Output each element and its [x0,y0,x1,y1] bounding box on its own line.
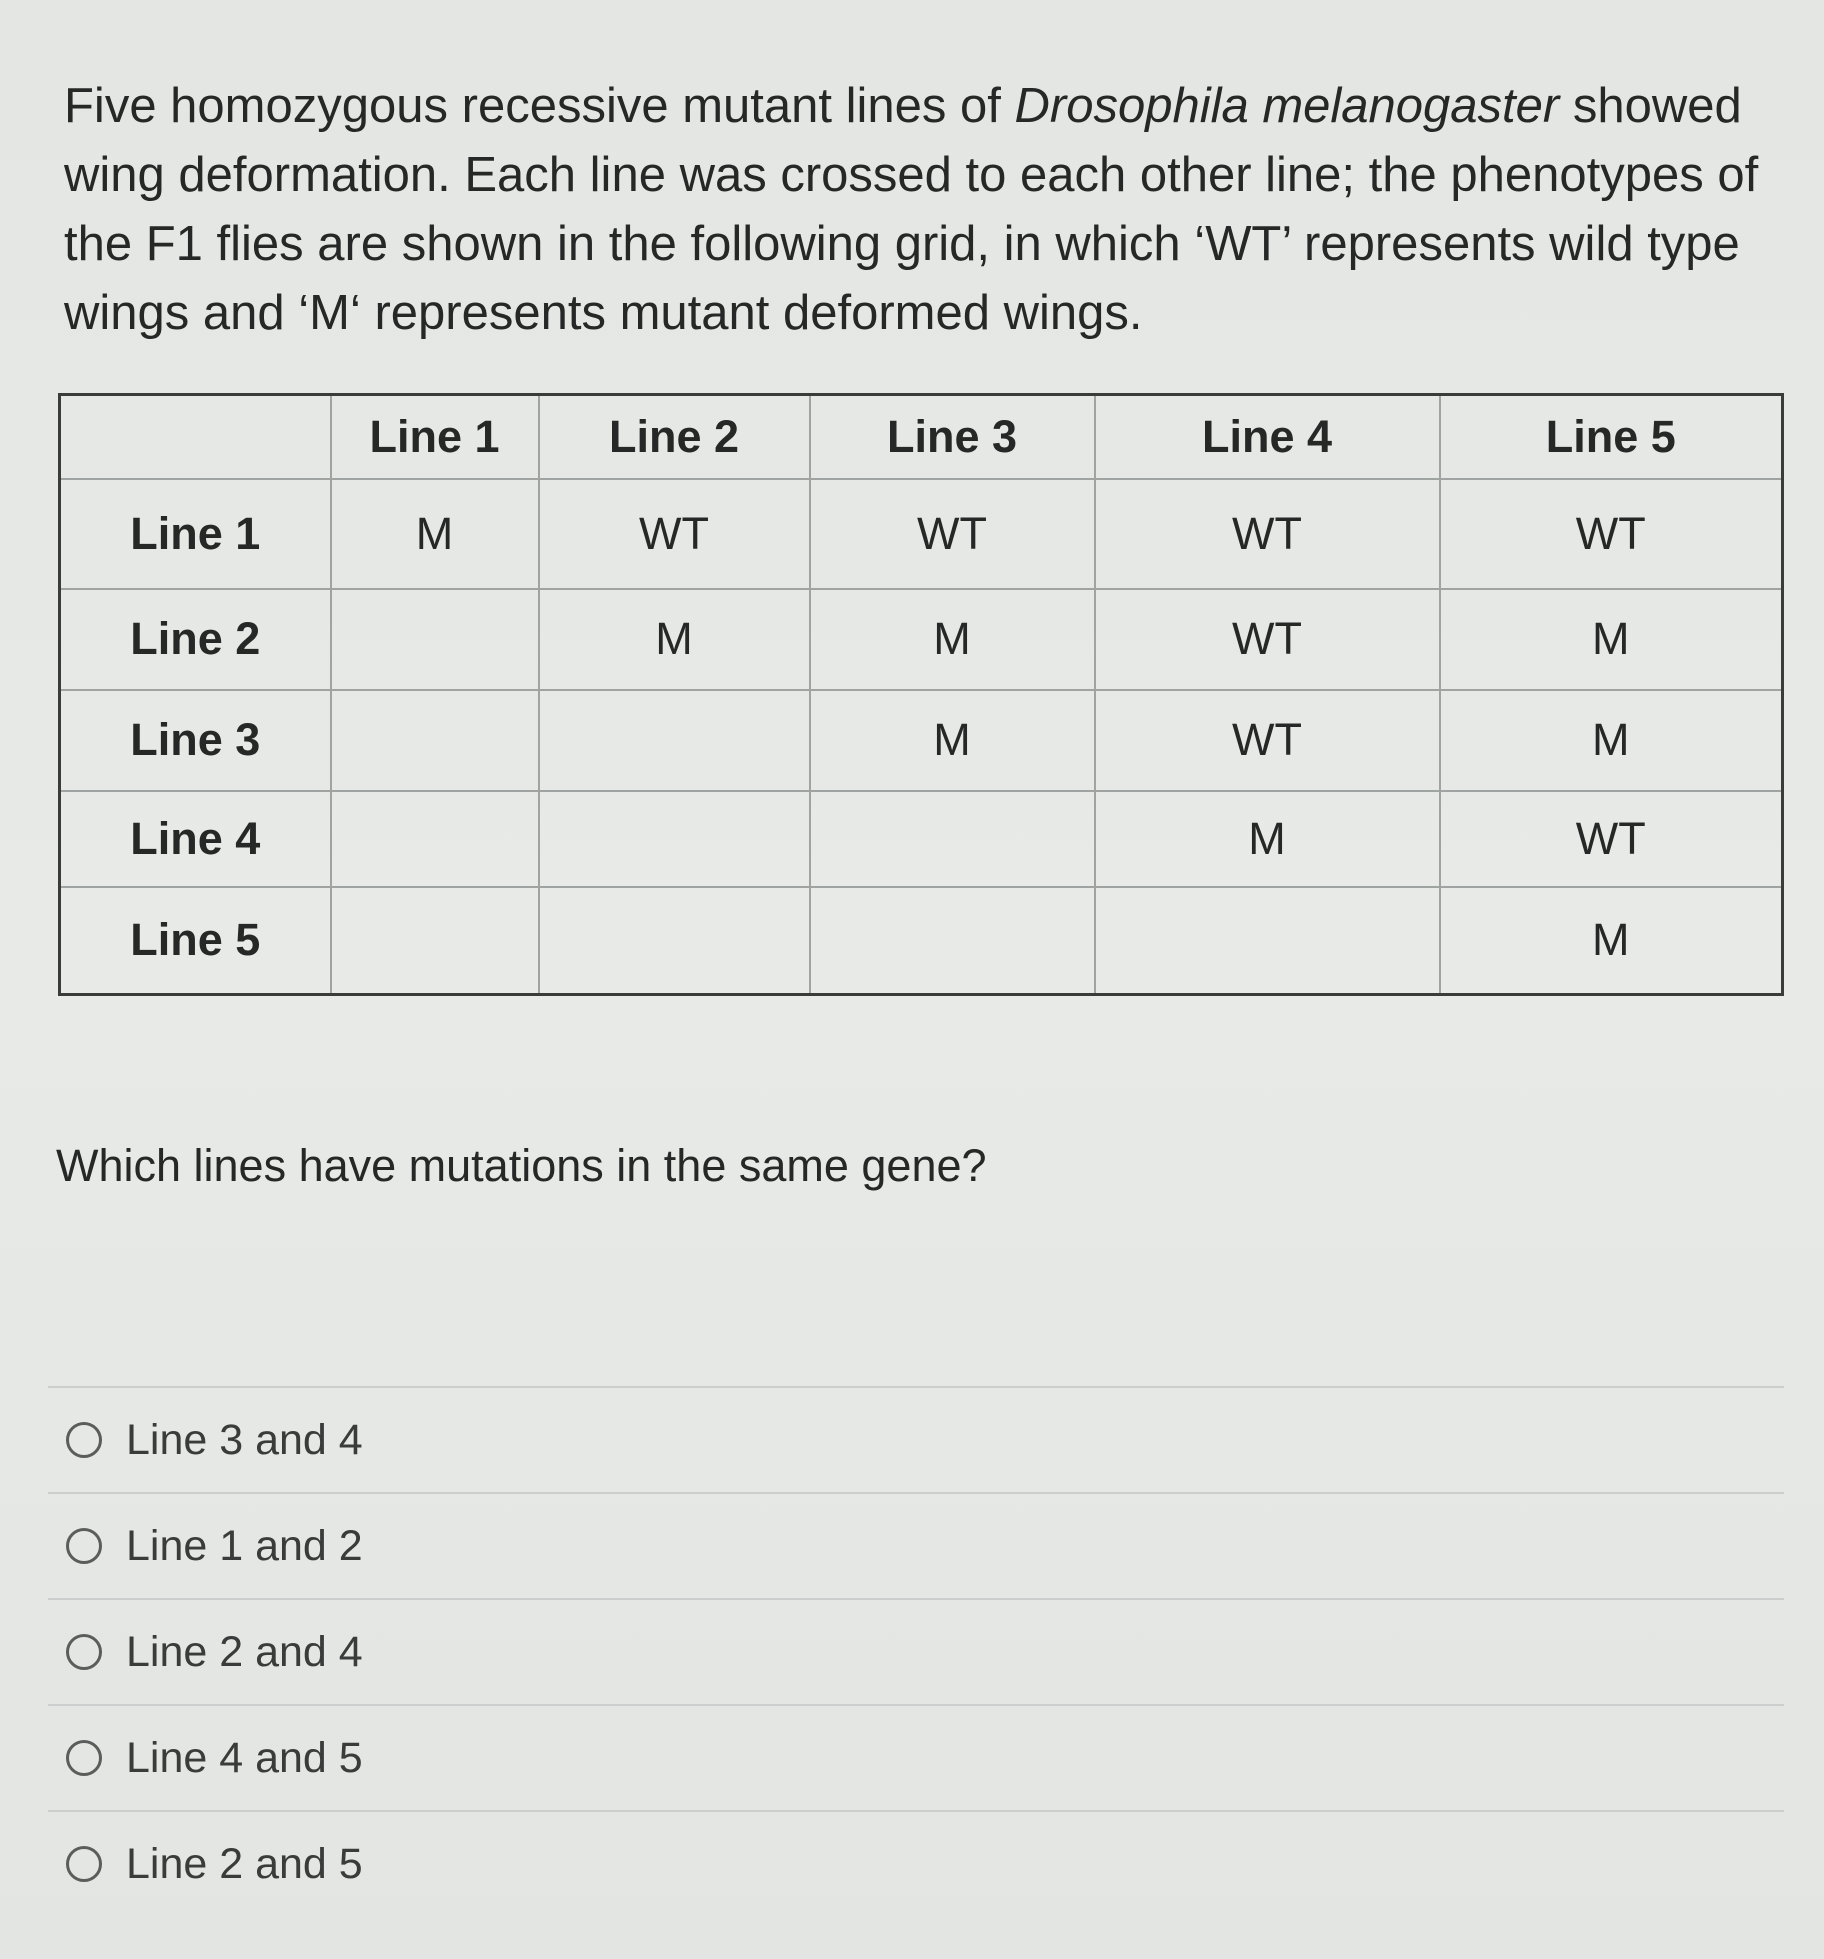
grid-cell: M [1440,690,1783,791]
grid-cell [1095,887,1440,995]
column-header: Line 3 [810,395,1095,479]
grid-cell [810,791,1095,887]
grid-cell: M [539,589,810,690]
answer-choices [48,1386,1784,1916]
grid-corner-cell [60,395,331,479]
grid-row [60,589,1783,690]
answer-option-4[interactable] [48,1706,1784,1810]
cross-results-grid [58,393,1784,996]
grid-row [60,887,1783,995]
radio-circle-icon[interactable] [66,1846,102,1882]
intro-before: Five homozygous recessive mutant lines of [64,79,1015,133]
grid-cell: M [810,589,1095,690]
intro-after: showed wing deformation. Each line was crossed to each other line; the phenotypes of the F1 flies are shown in the following grid, in which ‘WT’ represents wild type wings and ‘M‘ represents mutant deformed wings. [64,79,1759,340]
grid-cell [331,791,539,887]
answer-option-1[interactable] [48,1388,1784,1492]
grid-cell: M [1440,589,1783,690]
grid-cell: M [810,690,1095,791]
answer-option-label: Line 4 and 5 [126,1733,363,1782]
column-header: Line 2 [539,395,810,479]
grid-row [60,690,1783,791]
grid-cell: WT [539,479,810,589]
answer-option-label: Line 3 and 4 [126,1415,363,1464]
column-header: Line 1 [331,395,539,479]
grid-header-row [60,395,1783,479]
radio-circle-icon[interactable] [66,1740,102,1776]
row-header: Line 5 [60,887,331,995]
answer-option-3[interactable] [48,1600,1784,1704]
grid-cell [539,887,810,995]
grid-cell: WT [1095,589,1440,690]
answer-option-label: Line 2 and 5 [126,1839,363,1888]
answer-option-label: Line 2 and 4 [126,1627,363,1676]
grid-cell: WT [1095,479,1440,589]
grid-cell [331,690,539,791]
grid-cell [539,690,810,791]
question-intro [64,72,1784,348]
answer-option-label: Line 1 and 2 [126,1521,363,1570]
grid-cell: WT [1095,690,1440,791]
question-prompt: Which lines have mutations in the same gene? [56,1140,987,1191]
grid-cell [539,791,810,887]
grid-cell [331,887,539,995]
grid-cell: M [1440,887,1783,995]
grid-row [60,479,1783,589]
row-header: Line 3 [60,690,331,791]
row-header: Line 1 [60,479,331,589]
radio-circle-icon[interactable] [66,1422,102,1458]
row-header: Line 4 [60,791,331,887]
grid-cell [810,887,1095,995]
answer-option-5[interactable] [48,1812,1784,1916]
grid-cell: WT [810,479,1095,589]
grid-row [60,791,1783,887]
radio-circle-icon[interactable] [66,1528,102,1564]
column-header: Line 5 [1440,395,1783,479]
grid-cell: WT [1440,791,1783,887]
grid-cell: WT [1440,479,1783,589]
grid-cell: M [331,479,539,589]
species-name: Drosophila melanogaster [1014,79,1560,133]
grid-cell [331,589,539,690]
column-header: Line 4 [1095,395,1440,479]
answer-option-2[interactable] [48,1494,1784,1598]
radio-circle-icon[interactable] [66,1634,102,1670]
grid-cell: M [1095,791,1440,887]
row-header: Line 2 [60,589,331,690]
